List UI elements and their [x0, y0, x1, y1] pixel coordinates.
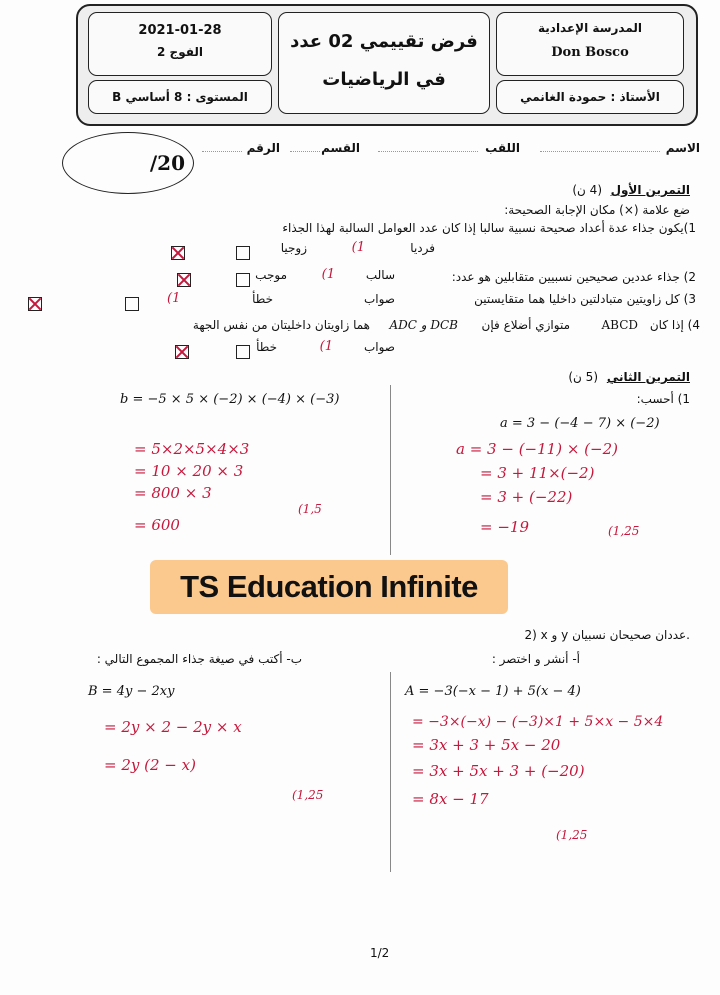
q3-options — [165, 290, 395, 310]
A-steps — [408, 714, 708, 854]
field-name: الاسم — [665, 141, 700, 155]
school-name: Don Bosco — [551, 45, 629, 60]
q3-opt-b: خطأ — [252, 292, 273, 306]
q2-opt-a: سالب — [365, 268, 395, 282]
ex2-pa: أ- أنشر و اختصر : — [491, 652, 580, 666]
ex2-p2: 2) x و y عددان صحيحان نسبيان. — [524, 628, 690, 642]
q4-angles: ADC و DCB — [389, 318, 458, 332]
q3-checkbox-b[interactable] — [28, 297, 42, 311]
q4-opt-b: خطأ — [256, 340, 277, 354]
q2-options — [215, 266, 395, 286]
q4-part-a: 4) إذا كان — [649, 318, 700, 332]
a-step-4: = −19 — [480, 518, 529, 536]
q4-opt-a: صواب — [363, 340, 395, 354]
ex2-pb: ب- أكتب في صيغة جذاء المجموع التالي : — [96, 652, 302, 666]
q3-mark: (1 — [167, 291, 181, 306]
q4-abcd: ABCD — [601, 318, 638, 332]
teacher-box — [496, 80, 684, 114]
ex2-p1: 1) أحسب: — [636, 392, 690, 406]
a-step-1: a = 3 − (−11) × (−2) — [456, 440, 618, 458]
q1-mark: (1 — [351, 240, 365, 255]
a-steps — [440, 440, 700, 552]
q1-options — [215, 239, 435, 259]
b-expression: b = −5 × 5 × (−2) × (−4) × (−3) — [120, 392, 340, 407]
field-surname: اللقب — [485, 141, 520, 155]
A-step-2: = 3x + 3 + 5x − 20 — [412, 736, 561, 754]
group: الفوج 2 — [157, 45, 203, 59]
ex1-title: التمرين الأول — [610, 183, 690, 197]
q4-part-c: هما زاويتان داخليتان من نفس الجهة — [192, 318, 370, 332]
q4-part-b: متوازي أضلاع فإن — [481, 318, 570, 332]
a-expression: a = 3 − (−4 − 7) × (−2) — [500, 416, 660, 431]
q3-checkbox-a[interactable] — [125, 297, 139, 311]
q1-checkbox-b[interactable] — [236, 246, 250, 260]
q2-checkbox-a[interactable] — [177, 273, 191, 287]
score-oval — [62, 132, 194, 194]
ex2-points: (5 ن) — [568, 370, 598, 384]
b-step-4: = 600 — [134, 516, 180, 534]
field-number-dots — [202, 151, 242, 152]
B-steps — [100, 718, 380, 818]
ex2-divider — [390, 385, 391, 555]
school-label: المدرسة الإعدادية — [538, 21, 642, 35]
ex1-q2: 2) جذاء عددين صحيحين نسبيين متقابلين هو عدد: — [451, 270, 696, 284]
q3-opt-a: صواب — [363, 292, 395, 306]
ex2-title: التمرين الثاني — [606, 370, 690, 384]
field-surname-dots — [378, 151, 478, 152]
B-step-2: = 2y (2 − x) — [104, 756, 196, 774]
ex1-q1: 1)يكون جذاء عدة أعداد صحيحة نسبية سالبا إذا كان عدد العوامل السالبة لهذا الجذاء — [282, 221, 696, 235]
A-step-4: = 8x − 17 — [412, 790, 489, 808]
b-step-3: = 800 × 3 — [134, 484, 212, 502]
q4-checkbox-a[interactable] — [175, 345, 189, 359]
A-step-3: = 3x + 5x + 3 + (−20) — [412, 762, 585, 780]
q2-mark: (1 — [321, 267, 335, 282]
q2-opt-b: موجب — [255, 268, 287, 282]
subject: في الرياضيات — [322, 69, 446, 90]
field-class: القسم — [321, 141, 360, 155]
teacher: الأستاذ : حمودة الغانمي — [520, 90, 660, 104]
field-name-dots — [540, 151, 660, 152]
q1-opt-a: فرديا — [410, 241, 435, 255]
q4-mark: (1 — [319, 339, 333, 354]
b-step-2: = 10 × 20 × 3 — [134, 462, 244, 480]
page-number: 1/2 — [370, 946, 390, 960]
ex1-q3: 3) كل زاويتين متبادلتين داخليا هما متقايستين — [474, 292, 696, 306]
field-number: الرقم — [246, 141, 280, 155]
q4-checkbox-b[interactable] — [236, 345, 250, 359]
q4-options — [215, 338, 395, 358]
title-box — [278, 12, 490, 114]
school-box — [496, 12, 684, 76]
date-box — [88, 12, 272, 76]
score: /20 — [149, 151, 185, 175]
B-expression: B = 4y − 2xy — [88, 684, 175, 699]
student-fields — [200, 141, 700, 159]
field-class-dots — [290, 151, 320, 152]
watermark-banner: TS Education Infinite — [150, 560, 508, 614]
b-score: (1,5 — [298, 502, 322, 516]
b-step-1: = 5×2×5×4×3 — [134, 440, 250, 458]
ex1-instruction: ضع علامة (×) مكان الإجابة الصحيحة: — [504, 203, 690, 217]
A-expression: A = −3(−x − 1) + 5(x − 4) — [405, 684, 581, 699]
ex2b-divider — [390, 672, 391, 872]
a-score: (1,25 — [608, 524, 640, 538]
level: المستوى : 8 أساسي B — [112, 90, 248, 104]
B-step-1: = 2y × 2 − 2y × x — [104, 718, 242, 736]
q1-checkbox-a[interactable] — [171, 246, 185, 260]
q1-opt-b: زوجيا — [280, 241, 307, 255]
a-step-2: = 3 + 11×(−2) — [480, 464, 595, 482]
test-title: فرض تقييمي 02 عدد — [290, 31, 478, 52]
A-score: (1,25 — [556, 828, 588, 842]
a-step-3: = 3 + (−22) — [480, 488, 573, 506]
b-steps — [120, 440, 370, 552]
level-box — [88, 80, 272, 114]
A-step-1: = −3×(−x) − (−3)×1 + 5×x − 5×4 — [412, 714, 664, 730]
B-score: (1,25 — [292, 788, 324, 802]
ex1-points: (4 ن) — [572, 183, 602, 197]
ex1-q4 — [170, 318, 700, 336]
date: 2021-01-28 — [138, 23, 222, 38]
q2-checkbox-b[interactable] — [236, 273, 250, 287]
header-frame — [76, 4, 698, 126]
